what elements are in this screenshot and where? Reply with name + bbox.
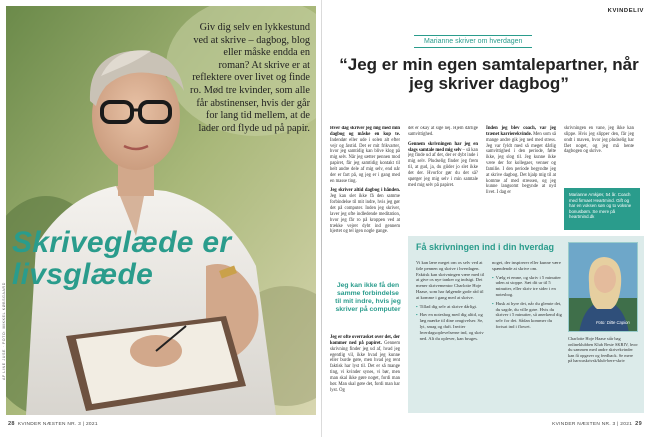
article-column-1-lower (330, 335, 400, 397)
tips-continued: noget, der inspirerer eller kunne være spændende at skrive om. (492, 260, 561, 271)
paragraph-lead: Gennem skrivningen har jeg en slags samtale med mig selv (408, 141, 478, 153)
tip-item (492, 301, 562, 330)
tips-column-2 (492, 260, 562, 333)
photo-credit: AF LINE JUSE · FOTO: MIKKEL KØBSGAARD (2, 282, 6, 380)
page-number-left: 28 (8, 421, 15, 427)
tips-box-title: Få skrivningen ind i din hverdag (416, 242, 555, 252)
tip-text: Husk at hyre det, når du glemte det, du sagde, du ville gøre. Hvis du skriver i 5 minutter, så anerkend dig selv for det. Sådan kommer du fortsat ind i flowet. (495, 300, 562, 329)
paragraph-text: Indendør eller ude i solen alt efter vejr og årstid. Det er mit frikvarter, hvor jeg samtidig kan blive klog på mig selv. Når jeg sætter pennen mod papiret, får jeg samtidig kontakt til helt andre dele af mig selv, end når der er fart på, og jeg er i gang med en masse ting. (330, 137, 400, 184)
paragraph-lead: Jeg skriver altid dagbog i hånden. (330, 188, 400, 194)
paragraph (330, 335, 400, 393)
tip-text: Hav en notesbog med dig altid, og læg mærke til dine omgivelser. Se, lyt, smag og duft. Inviter hverdagsoplevelserne ind, og skriv ned. Alt du oplever, kan bruges. (419, 312, 484, 341)
paragraph-lead: Hver dag skriver jeg mig med min dagbog og måske en kop te. (330, 126, 400, 137)
portrait-description: Charlotte Hoje Haase står bag onlineklubben Klub Beste SKRIV, hvor du sammen med andre skrivekvinder kan få opgaver og feedback. Se mere på harwaskrivsk/klub-bere-skriv (568, 336, 638, 364)
bullet-icon: • (492, 300, 494, 306)
page-number-right: 29 (635, 421, 642, 427)
tip-item (416, 304, 486, 310)
right-page (322, 0, 650, 437)
pull-quote: Jeg kan ikke få den samme forbindelse til mit indre, hvis jeg skriver på computer (335, 282, 401, 313)
bio-box: Marianne Amkjær, 54 år. Coach med firmaet Heartmind. Gift og har en voksen søn og to voksne bonusbørn. Se mere på heartmind.dk (564, 188, 640, 230)
headline: Skriveglæde er livsglæde (12, 226, 232, 291)
paragraph-lead: Jeg er ofte overrasket over det, der kommer ned på papiret. (330, 335, 400, 346)
bullet-icon: • (416, 312, 418, 318)
paragraph (330, 126, 400, 184)
paragraph-text: – så kan jeg finde ud af det, der er dybt inde i mig selv. Pludselig finder jeg frem til, at gud, ja, du giider jo slet ikke det der. Hvorfor gør du det så? spørger jeg mig selv i min samtale med mig selv på papiret. (408, 147, 478, 188)
article-column-2 (408, 126, 478, 234)
tips-column-1 (416, 260, 486, 344)
paragraph-text: Jeg kan slet ikke få den samme forbindelse til mit indre, hvis jeg gør det på computer. Inden jeg skriver, laver jeg ofte indledende meditation, hvor jeg får ro på kroppen ved at trække vejret dybt ind gennem hjertet og tel igen nogle gange. (330, 194, 400, 235)
intro-text: Giv dig selv en lykkestund ved at skrive – dagbog, blog eller måske endda en roman? At skrive er at reflektere over livet og finde ro. Mød tre kvinder, som alle får abstinenser, hvis der går for lang tid mellem, at de lader ord flyde ud på papir. (190, 22, 310, 134)
paragraph (564, 126, 634, 155)
bullet-icon: • (492, 274, 494, 280)
footer-right-text: KVINDER NÆSTEN NR. 3 | 2021 (552, 422, 633, 427)
paragraph (486, 126, 556, 196)
tips-intro: Vi kan lære meget om os selv ved at føle pennen og skrive i hverdagen. Faktisk kan skrivningen være med til at give os nye tanker og indsigt. Det mener skrivementor Charlotte Hoje Haase, som har følgende gode råd til at komme i gang med at skrive. (416, 260, 485, 300)
tip-item (416, 312, 486, 341)
article-column-1 (330, 126, 400, 274)
article-quote-headline: “Jeg er min egen samtalepartner, når jeg skriver dagbog” (339, 55, 639, 93)
footer-left-text: KVINDER NÆSTEN NR. 3 | 2021 (17, 422, 98, 427)
paragraph-text: Men som så mange andre gik jeg ned med stress. Jeg var fyldt med så meget dårlig samvittighed i den periode, følte ikke, jeg slog til. Jeg kunne ikke være der for kollegaer, venner og familie. I den periode begyndte jeg at skrive dagbog. Det hjalp mig til at komme af med stressen, og jeg kunne langsomt begynde at nyd livet. I dag er (486, 131, 556, 196)
paragraph-text: Gennem skrivning finder jeg ud af, hvad jeg egentlig vil, ikke hvad jeg kunne eller burde gøre, men hvad jeg rent faktisk har lyst til. Det er så mange ting, vi kvinder synes, vi bør, men man skal ikke gøre noget, fordi man bør. Man skal gøre det, fordi man har lyst. Og (330, 340, 400, 393)
paragraph (408, 126, 478, 138)
left-page (0, 0, 322, 437)
section-tag: KVINDELIV (607, 8, 644, 14)
paragraph-text: skrivningen en vane, jeg ikke kan slippe. Hvis jeg slipper den, får jeg ondt i maven, hvor jeg pludselig har fået noget, og jeg må hente dagbogen og skrive. (564, 126, 634, 155)
article-column-4 (564, 126, 634, 159)
tip-text: Vælg et emne, og skriv i 5 minutter uden at stoppe. Sæt dit ur til 5 minutter, eller skriv tre sider i en notesbog. (495, 274, 561, 297)
paragraph (408, 142, 478, 189)
kicker: Marianne skriver om hverdagen (414, 35, 532, 48)
tip-item (492, 275, 562, 298)
footer-right (552, 421, 642, 427)
article-column-3 (486, 126, 556, 200)
paragraph-text: det er okay at sige nej. Hjem dårlige samvittighed. (408, 126, 478, 137)
photo-credit-caption: Foto: Ditte Capion (596, 320, 630, 325)
charlotte-portrait-photo (568, 242, 638, 332)
paragraph-lead: Inden jeg blev coach, var jeg trænet karrierekvinde. (486, 126, 556, 137)
tip-text: Tillad dig selv at skrive dårligt. (419, 303, 478, 309)
bullet-icon: • (416, 303, 418, 309)
footer-left (8, 421, 98, 427)
tips-box (408, 236, 644, 413)
paragraph (330, 188, 400, 235)
